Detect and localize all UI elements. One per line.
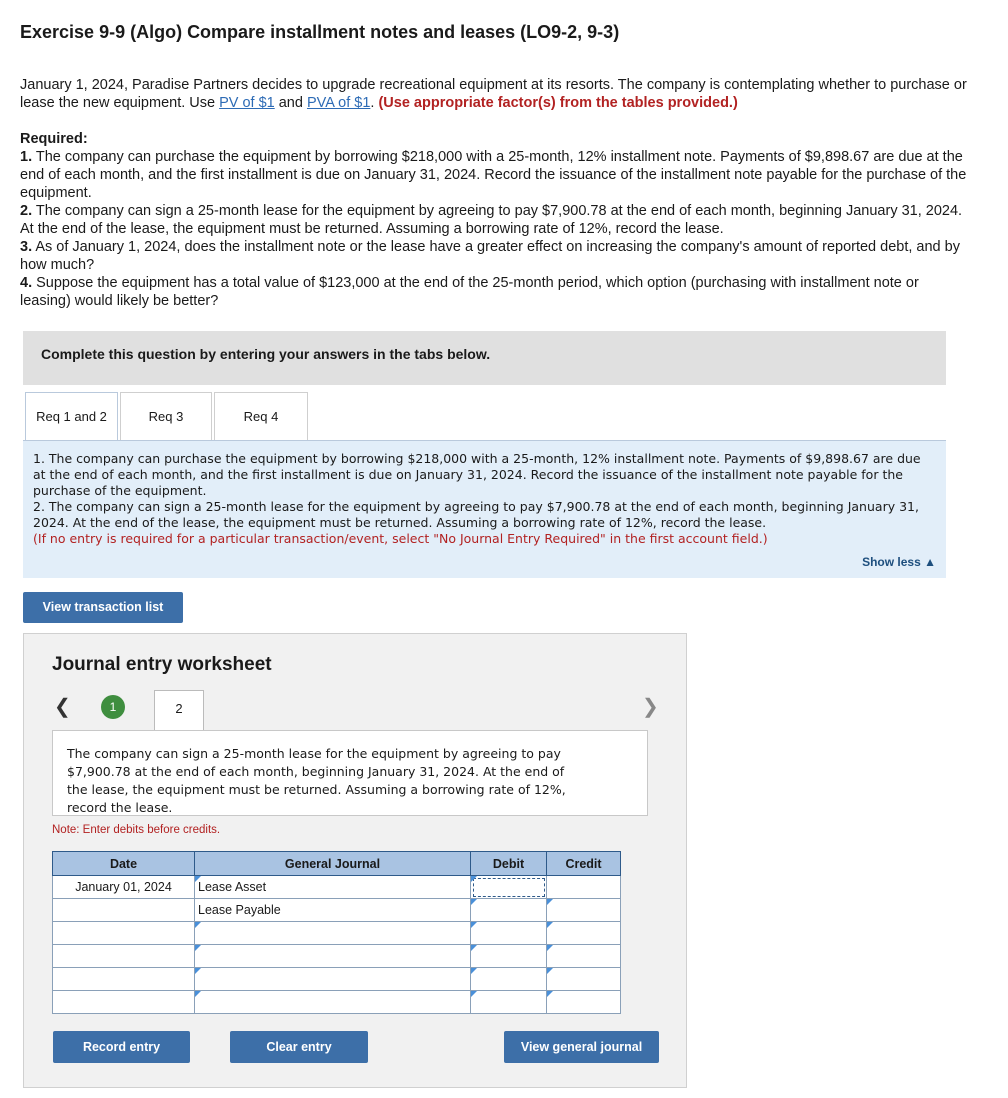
table-row xyxy=(53,945,621,968)
view-general-journal-button[interactable]: View general journal xyxy=(504,1031,659,1063)
required-heading: Required: xyxy=(20,131,88,147)
account-cell[interactable] xyxy=(195,899,471,922)
table-row xyxy=(53,991,621,1014)
panel-line-2: 2. The company can sign a 25-month lease for the equipment by agreeing to pay $7,900.78 at the end of each month, beginning January 31, 2024. At the end of the lease, the equipment must be returned. Assuming a borrowing rate of 12%, record the lease. xyxy=(33,499,919,530)
date-cell[interactable] xyxy=(53,945,195,968)
required-text: The company can purchase the equipment by borrowing $218,000 with a 25-month, 12% installment note. Payments of $9,898.67 are due at the end of each month, and the first installment is due on January 31, 2024. Record the issuance of the installment note payable for the purchase of the equipment. xyxy=(20,149,967,201)
credit-cell[interactable] xyxy=(547,899,621,922)
required-num: 2. xyxy=(20,203,33,219)
debit-cell[interactable] xyxy=(471,922,547,945)
credit-cell[interactable] xyxy=(547,968,621,991)
tab-req-4[interactable]: Req 4 xyxy=(214,392,308,440)
required-num: 4. xyxy=(20,275,33,291)
required-item xyxy=(20,274,970,310)
panel-instruction: (If no entry is required for a particular transaction/event, select "No Journal Entry Required" in the first account field.) xyxy=(33,531,768,546)
debit-cell[interactable] xyxy=(471,968,547,991)
journal-entry-worksheet xyxy=(23,633,687,1088)
chevron-right-icon[interactable]: ❯ xyxy=(642,696,659,718)
worksheet-title: Journal entry worksheet xyxy=(52,654,272,675)
credit-cell[interactable] xyxy=(547,922,621,945)
credit-cell[interactable] xyxy=(547,991,621,1014)
required-item xyxy=(20,238,970,274)
debit-cell[interactable] xyxy=(471,945,547,968)
date-cell[interactable] xyxy=(53,899,195,922)
date-header: Date xyxy=(53,852,195,876)
required-section xyxy=(20,130,970,310)
debit-cell[interactable] xyxy=(471,991,547,1014)
intro-body: January 1, 2024, Paradise Partners decides to upgrade recreational equipment at its resorts. The company is contemplating whether to purchase or lease the new equipment. Use xyxy=(20,77,967,111)
step-1-complete[interactable]: 1 xyxy=(101,695,125,719)
required-item xyxy=(20,148,970,202)
debit-cell[interactable] xyxy=(471,876,547,899)
record-entry-button[interactable]: Record entry xyxy=(53,1031,190,1063)
table-row xyxy=(53,968,621,991)
entry-description: The company can sign a 25-month lease for the equipment by agreeing to pay $7,900.78 at the end of each month, beginning January 31, 2024. At the end of the lease, the equipment must be returned. Assuming a borrowing rate of 12%, record the lease. xyxy=(52,730,648,816)
date-cell[interactable]: January 01, 2024 xyxy=(53,876,195,899)
account-cell[interactable] xyxy=(195,945,471,968)
complete-bar-text: Complete this question by entering your answers in the tabs below. xyxy=(41,346,491,362)
required-text: The company can sign a 25-month lease for the equipment by agreeing to pay $7,900.78 at the end of each month, beginning January 31, 2024. At the end of the lease, the equipment must be returned. Assuming a borrowing rate of 12%, record the lease. xyxy=(20,203,963,237)
required-num: 3. xyxy=(20,239,33,255)
clear-entry-button[interactable]: Clear entry xyxy=(230,1031,368,1063)
entry-note: Note: Enter debits before credits. xyxy=(52,824,221,836)
intro-and: and xyxy=(274,95,307,111)
view-transaction-list-button[interactable]: View transaction list xyxy=(23,592,183,623)
account-cell[interactable] xyxy=(195,922,471,945)
account-value: Lease Asset xyxy=(198,880,267,894)
intro-period: . xyxy=(370,95,379,111)
page-title: Exercise 9-9 (Algo) Compare installment notes and leases (LO9-2, 9-3) xyxy=(20,22,620,42)
intro-emphasis: (Use appropriate factor(s) from the tables provided.) xyxy=(378,95,738,111)
pv-of-1-link[interactable]: PV of $1 xyxy=(219,95,275,111)
chevron-left-icon[interactable]: ❮ xyxy=(54,696,71,718)
table-row xyxy=(53,922,621,945)
credit-cell[interactable] xyxy=(547,945,621,968)
account-value: Lease Payable xyxy=(198,903,281,917)
credit-cell[interactable] xyxy=(547,876,621,899)
requirement-panel xyxy=(23,440,946,578)
date-cell[interactable] xyxy=(53,991,195,1014)
credit-header: Credit xyxy=(547,852,621,876)
intro-text xyxy=(20,76,970,112)
journal-table xyxy=(52,851,621,1014)
tab-req-1-and-2[interactable]: Req 1 and 2 xyxy=(25,392,118,441)
step-2-current[interactable]: 2 xyxy=(154,690,204,731)
panel-line-1: 1. The company can purchase the equipment by borrowing $218,000 with a 25-month, 12% installment note. Payments of $9,898.67 are due at the end of each month, and the first installment is due on January 31, 2024. Record the issuance of the installment note payable for the purchase of the equipment. xyxy=(33,451,921,498)
table-row xyxy=(53,876,621,899)
account-cell[interactable] xyxy=(195,991,471,1014)
date-cell[interactable] xyxy=(53,922,195,945)
account-cell[interactable] xyxy=(195,876,471,899)
date-cell[interactable] xyxy=(53,968,195,991)
debit-cell[interactable] xyxy=(471,899,547,922)
account-cell[interactable] xyxy=(195,968,471,991)
complete-bar xyxy=(23,331,946,385)
required-item xyxy=(20,202,970,238)
tab-req-3[interactable]: Req 3 xyxy=(120,392,212,440)
general-journal-header: General Journal xyxy=(195,852,471,876)
pva-of-1-link[interactable]: PVA of $1 xyxy=(306,95,371,111)
table-row xyxy=(53,899,621,922)
required-text: As of January 1, 2024, does the installment note or the lease have a greater effect on increasing the company's amount of reported debt, and by how much? xyxy=(20,239,960,273)
required-text: Suppose the equipment has a total value of $123,000 at the end of the 25-month period, which option (purchasing with installment note or leasing) would likely be better? xyxy=(20,275,919,309)
required-num: 1. xyxy=(20,149,33,165)
show-less-toggle[interactable]: Show less ▲ xyxy=(862,555,936,569)
debit-header: Debit xyxy=(471,852,547,876)
